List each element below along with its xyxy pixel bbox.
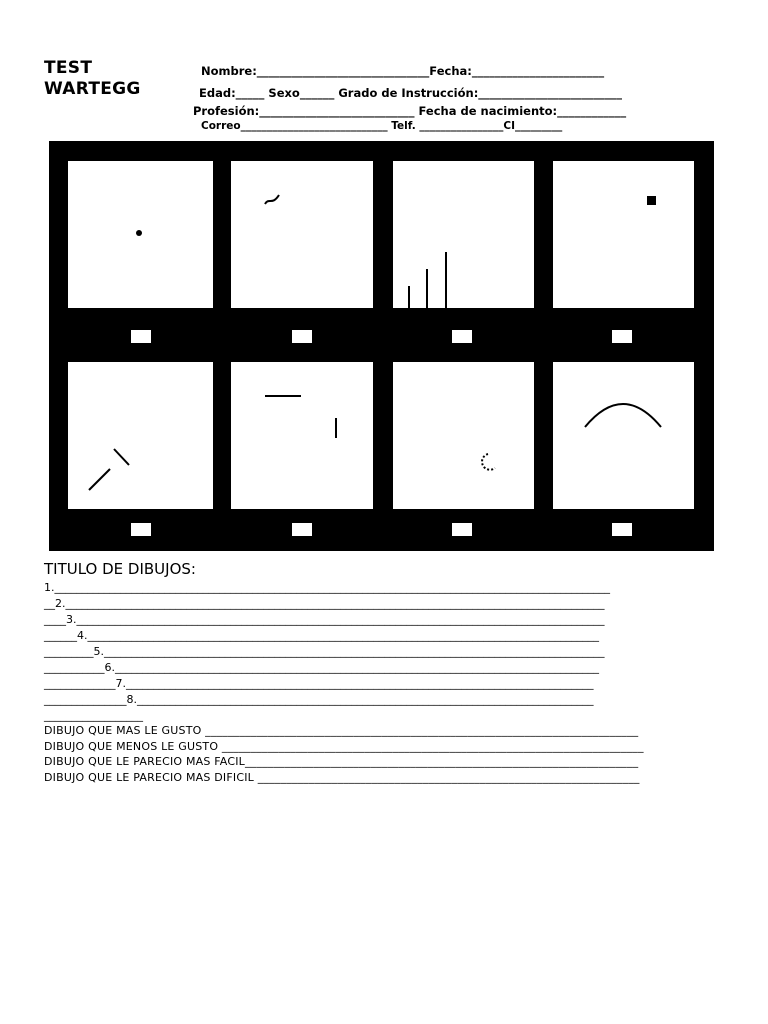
titulo-de-dibujos-heading: TITULO DE DIBUJOS: xyxy=(44,560,196,578)
question-mas-dificil[interactable]: DIBUJO QUE LE PARECIO MAS DIFICIL ___________________________________________________________________ xyxy=(44,771,640,784)
title-line-drawing-4[interactable]: ______4._____________________________________________________________________________________________ xyxy=(44,629,599,642)
title-line-drawing-5[interactable]: _________5.___________________________________________________________________________________________ xyxy=(44,645,605,658)
header-row-correo-telf-ci[interactable]: Correo____________________________ Telf. ________________CI_________ xyxy=(201,120,563,132)
question-mas-facil[interactable]: DIBUJO QUE LE PARECIO MAS FACIL_____________________________________________________________________ xyxy=(44,755,639,768)
header-row-edad-sexo-grado[interactable]: Edad:_____ Sexo______ Grado de Instrucción:_________________________ xyxy=(199,86,623,100)
title-line-drawing-1[interactable]: 1._____________________________________________________________________________________________________ xyxy=(44,581,610,594)
title-line-extra[interactable]: __________________ xyxy=(44,709,143,722)
stimulus-8-arc xyxy=(585,404,661,427)
stimulus-7-dotted-arc xyxy=(482,454,495,470)
title-line-2: WARTEGG xyxy=(44,79,141,99)
title-line-drawing-2[interactable]: __2.__________________________________________________________________________________________________ xyxy=(44,597,605,610)
stimulus-5-line-long xyxy=(89,469,110,490)
question-menos-gusto[interactable]: DIBUJO QUE MENOS LE GUSTO __________________________________________________________________________ xyxy=(44,740,644,753)
title-line-drawing-8[interactable]: _______________8.___________________________________________________________________________________ xyxy=(44,693,594,706)
stimulus-2-wave xyxy=(265,195,279,204)
question-mas-gusto[interactable]: DIBUJO QUE MAS LE GUSTO ____________________________________________________________________________ xyxy=(44,724,639,737)
title-line-drawing-3[interactable]: ____3.________________________________________________________________________________________________ xyxy=(44,613,605,626)
wartegg-drawing-board xyxy=(49,141,714,551)
title-line-1: TEST xyxy=(44,58,93,78)
stimulus-marks xyxy=(49,141,714,551)
header-row-nombre-fecha[interactable]: Nombre:______________________________Fecha:_______________________ xyxy=(201,64,605,78)
test-title xyxy=(44,58,141,100)
title-line-drawing-6[interactable]: ___________6.________________________________________________________________________________________ xyxy=(44,661,599,674)
stimulus-5-line-short xyxy=(114,449,129,465)
stimulus-1-dot xyxy=(136,230,142,236)
header-row-profesion-nacimiento[interactable]: Profesión:___________________________ Fecha de nacimiento:____________ xyxy=(193,104,627,118)
title-line-drawing-7[interactable]: _____________7._____________________________________________________________________________________ xyxy=(44,677,594,690)
stimulus-4-square xyxy=(647,196,656,205)
